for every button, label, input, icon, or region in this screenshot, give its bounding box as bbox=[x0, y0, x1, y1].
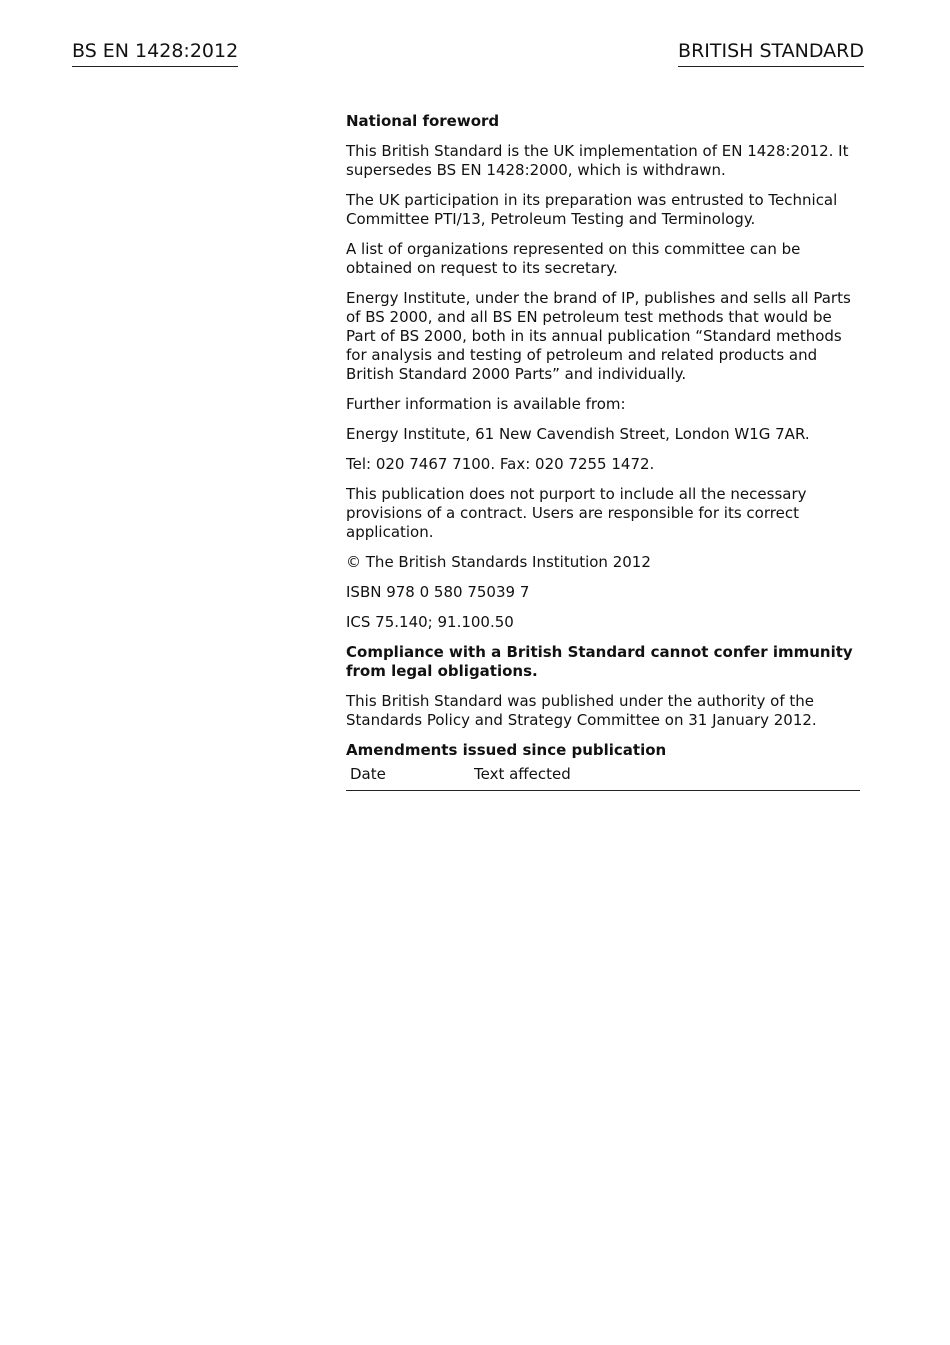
foreword-paragraph-further-info: Further information is available from: bbox=[346, 395, 626, 413]
compliance-statement: Compliance with a British Standard cannot confer immunity from legal obligations. bbox=[346, 643, 853, 680]
foreword-paragraph-energy-institute: Energy Institute, under the brand of IP, publishes and sells all Parts of BS 2000, and all BS EN petroleum test methods that would be Part of BS 2000, both in its annual publication “Standard methods for analysis and testing of petroleum and related products and British Standard 2000 Parts” and individually. bbox=[346, 289, 851, 383]
header-standard-number: BS EN 1428:2012 bbox=[72, 40, 238, 67]
foreword-title: National foreword bbox=[346, 112, 500, 130]
amendments-column-date: Date bbox=[350, 765, 386, 783]
amendments-title: Amendments issued since publication bbox=[346, 741, 667, 759]
foreword-paragraph-contact: Tel: 020 7467 7100. Fax: 020 7255 1472. bbox=[346, 455, 655, 473]
header-standard-type: BRITISH STANDARD bbox=[678, 40, 864, 67]
foreword-paragraph-contract: This publication does not purport to include all the necessary provisions of a contract. Users are responsible for its correct application. bbox=[346, 485, 807, 541]
foreword-paragraph-address: Energy Institute, 61 New Cavendish Street, London W1G 7AR. bbox=[346, 425, 810, 443]
foreword-paragraph-copyright: © The British Standards Institution 2012 bbox=[346, 553, 651, 571]
foreword-paragraph-organizations: A list of organizations represented on this committee can be obtained on request to its secretary. bbox=[346, 240, 801, 277]
amendments-column-text-affected: Text affected bbox=[474, 765, 571, 783]
authority-statement: This British Standard was published under the authority of the Standards Policy and Strategy Committee on 31 January 2012. bbox=[346, 692, 817, 729]
national-foreword bbox=[346, 112, 861, 791]
foreword-paragraph-committee: The UK participation in its preparation was entrusted to Technical Committee PTI/13, Petroleum Testing and Terminology. bbox=[346, 191, 838, 228]
foreword-paragraph-ics: ICS 75.140; 91.100.50 bbox=[346, 613, 514, 631]
foreword-paragraph-isbn: ISBN 978 0 580 75039 7 bbox=[346, 583, 530, 601]
foreword-paragraph-implementation: This British Standard is the UK implementation of EN 1428:2012. It supersedes BS EN 1428:2000, which is withdrawn. bbox=[346, 142, 849, 179]
amendments-table bbox=[346, 760, 860, 791]
